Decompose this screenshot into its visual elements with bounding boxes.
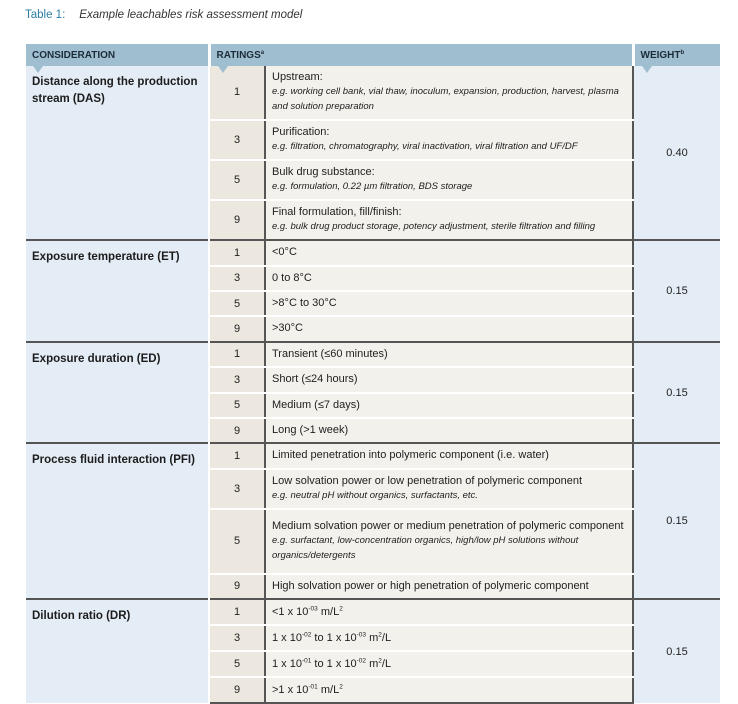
weight-cell: 0.15 bbox=[633, 599, 720, 703]
rating-cell: 1 bbox=[209, 443, 265, 468]
table-caption bbox=[25, 9, 302, 21]
description-text bbox=[272, 246, 297, 258]
description-cell bbox=[265, 240, 633, 265]
superscript: 2 bbox=[339, 683, 343, 691]
description-cell bbox=[265, 367, 633, 392]
rating-cell: 5 bbox=[209, 160, 265, 200]
text-fragment: Upstream: bbox=[272, 71, 323, 83]
rating-cell: 1 bbox=[209, 240, 265, 265]
rating-cell: 3 bbox=[209, 266, 265, 291]
rating-cell: 9 bbox=[209, 316, 265, 341]
superscript: -01 bbox=[308, 683, 318, 691]
superscript: 2 bbox=[339, 605, 343, 613]
text-fragment: Transient (≤60 minutes) bbox=[272, 347, 388, 360]
superscript: -02 bbox=[301, 631, 312, 639]
description-cell bbox=[265, 574, 633, 599]
weight-cell: 0.15 bbox=[633, 342, 720, 444]
table-row bbox=[26, 599, 720, 625]
text-fragment: to 1 x 10 bbox=[311, 657, 357, 670]
description-text bbox=[272, 520, 624, 532]
description-cell bbox=[265, 316, 633, 341]
header-weight: WEIGHT$^b$ bbox=[633, 44, 720, 66]
table-title: Example leachables risk assessment model bbox=[79, 9, 303, 21]
text-fragment: Limited penetration into polymeric component (i.e. water) bbox=[272, 449, 549, 462]
consideration-cell: Exposure duration (ED) bbox=[26, 342, 209, 444]
rating-cell: 3 bbox=[209, 625, 265, 651]
text-fragment: >8°C to 30°C bbox=[272, 296, 337, 309]
text-fragment: to 1 x 10 bbox=[311, 631, 357, 644]
text-fragment: m bbox=[317, 683, 331, 696]
description-cell bbox=[265, 200, 633, 240]
rating-cell: 9 bbox=[209, 677, 265, 703]
description-cell bbox=[265, 625, 633, 651]
weight-cell: 0.15 bbox=[633, 443, 720, 599]
text-fragment: 1 x 10 bbox=[272, 631, 302, 644]
description-cell bbox=[265, 266, 633, 291]
description-text bbox=[272, 632, 391, 644]
text-fragment: Medium solvation power or medium penetration of polymeric component bbox=[272, 519, 624, 532]
text-fragment: Medium (≤7 days) bbox=[272, 398, 360, 411]
text-fragment: >1 x 10 bbox=[272, 683, 309, 696]
text-fragment: <1 x 10 bbox=[272, 605, 309, 618]
example-text: e.g. surfactant, low-concentration organics, high/low pH solutions without organics/detergents bbox=[272, 535, 579, 561]
description-cell bbox=[265, 599, 633, 625]
text-fragment: Low solvation power or low penetration of polymeric component bbox=[272, 474, 582, 487]
superscript: -02 bbox=[356, 657, 367, 665]
description-text bbox=[272, 373, 358, 385]
consideration-cell: Distance along the production stream (DAS) bbox=[26, 66, 209, 240]
description-text bbox=[272, 297, 337, 309]
description-cell bbox=[265, 160, 633, 200]
table-row bbox=[26, 443, 720, 468]
superscript: -03 bbox=[308, 605, 318, 613]
text-fragment: Purification: bbox=[272, 125, 330, 138]
header-row bbox=[26, 44, 720, 66]
rating-cell: 3 bbox=[209, 469, 265, 509]
description-text bbox=[272, 272, 312, 284]
text-fragment: Short (≤24 hours) bbox=[272, 373, 358, 386]
text-fragment: /L bbox=[381, 657, 392, 670]
text-fragment: 1 x 10 bbox=[272, 657, 302, 670]
rating-cell: 1 bbox=[209, 599, 265, 625]
description-cell bbox=[265, 66, 633, 120]
rating-cell: 3 bbox=[209, 120, 265, 160]
description-text bbox=[272, 449, 549, 461]
description-cell bbox=[265, 342, 633, 367]
consideration-cell: Dilution ratio (DR) bbox=[26, 599, 209, 703]
example-text: e.g. filtration, chromatography, viral inactivation, viral filtration and UF/DF bbox=[272, 141, 578, 153]
description-cell bbox=[265, 393, 633, 418]
rating-cell: 5 bbox=[209, 393, 265, 418]
description-text bbox=[272, 606, 343, 618]
rating-cell: 5 bbox=[209, 291, 265, 316]
description-cell bbox=[265, 443, 633, 468]
rating-cell: 9 bbox=[209, 200, 265, 240]
description-cell bbox=[265, 418, 633, 443]
description-text bbox=[272, 126, 329, 138]
description-text bbox=[272, 348, 388, 360]
text-fragment: 0 to 8°C bbox=[272, 271, 312, 284]
header-ratings: RATINGS$^a$ bbox=[209, 44, 633, 66]
description-text bbox=[272, 475, 582, 487]
table-row bbox=[26, 66, 720, 120]
table-body bbox=[26, 66, 720, 703]
description-text bbox=[272, 71, 323, 83]
description-text bbox=[272, 580, 589, 592]
rating-cell: 1 bbox=[209, 342, 265, 367]
text-fragment: m bbox=[317, 605, 331, 618]
superscript: -03 bbox=[356, 631, 367, 639]
rating-cell: 9 bbox=[209, 418, 265, 443]
description-cell bbox=[265, 509, 633, 574]
text-fragment: >30°C bbox=[272, 322, 304, 335]
weight-cell: 0.15 bbox=[633, 240, 720, 342]
description-cell bbox=[265, 291, 633, 316]
table-number: Table 1: bbox=[25, 9, 66, 21]
text-fragment: Final formulation, fill/finish: bbox=[272, 206, 402, 219]
superscript: 2 bbox=[378, 657, 382, 665]
description-text bbox=[272, 206, 402, 218]
consideration-cell: Process fluid interaction (PFI) bbox=[26, 443, 209, 599]
header-arrow-icon bbox=[218, 66, 228, 73]
text-fragment: m bbox=[366, 631, 379, 644]
text-fragment: High solvation power or high penetration of polymeric component bbox=[272, 579, 589, 592]
rating-cell: 3 bbox=[209, 367, 265, 392]
text-fragment: Bulk drug substance: bbox=[272, 165, 375, 178]
text-fragment: /L bbox=[381, 631, 392, 644]
description-cell bbox=[265, 651, 633, 677]
rating-cell: 5 bbox=[209, 651, 265, 677]
example-text: e.g. bulk drug product storage, potency adjustment, sterile filtration and filling bbox=[272, 221, 596, 233]
description-text bbox=[272, 399, 360, 411]
description-cell bbox=[265, 120, 633, 160]
header-arrow-icon bbox=[33, 66, 43, 73]
table-row bbox=[26, 342, 720, 367]
consideration-cell: Exposure temperature (ET) bbox=[26, 240, 209, 342]
header-consideration: CONSIDERATION bbox=[26, 44, 209, 66]
description-cell bbox=[265, 677, 633, 703]
description-text bbox=[272, 166, 375, 178]
description-text bbox=[272, 424, 348, 436]
weight-cell: 0.40 bbox=[633, 66, 720, 240]
header-arrow-icon bbox=[642, 66, 652, 73]
rating-cell: 9 bbox=[209, 574, 265, 599]
example-text: e.g. neutral pH without organics, surfactants, etc. bbox=[272, 490, 478, 502]
description-text bbox=[272, 322, 303, 334]
example-text: e.g. formulation, 0.22 µm filtration, BDS storage bbox=[272, 181, 473, 193]
text-fragment: /L bbox=[330, 605, 340, 618]
rating-cell: 1 bbox=[209, 66, 265, 120]
text-fragment: Long (>1 week) bbox=[272, 423, 349, 436]
risk-assessment-table bbox=[26, 44, 720, 704]
superscript: -01 bbox=[301, 657, 312, 665]
rating-cell: 5 bbox=[209, 509, 265, 574]
text-fragment: <0°C bbox=[272, 246, 297, 259]
text-fragment: /L bbox=[330, 683, 340, 696]
example-text: e.g. working cell bank, vial thaw, inoculum, expansion, production, harvest, plasma and solution preparation bbox=[272, 86, 619, 113]
superscript: 2 bbox=[378, 631, 382, 639]
description-cell bbox=[265, 469, 633, 509]
description-text bbox=[272, 658, 391, 670]
text-fragment: m bbox=[366, 657, 379, 670]
table-row bbox=[26, 240, 720, 265]
